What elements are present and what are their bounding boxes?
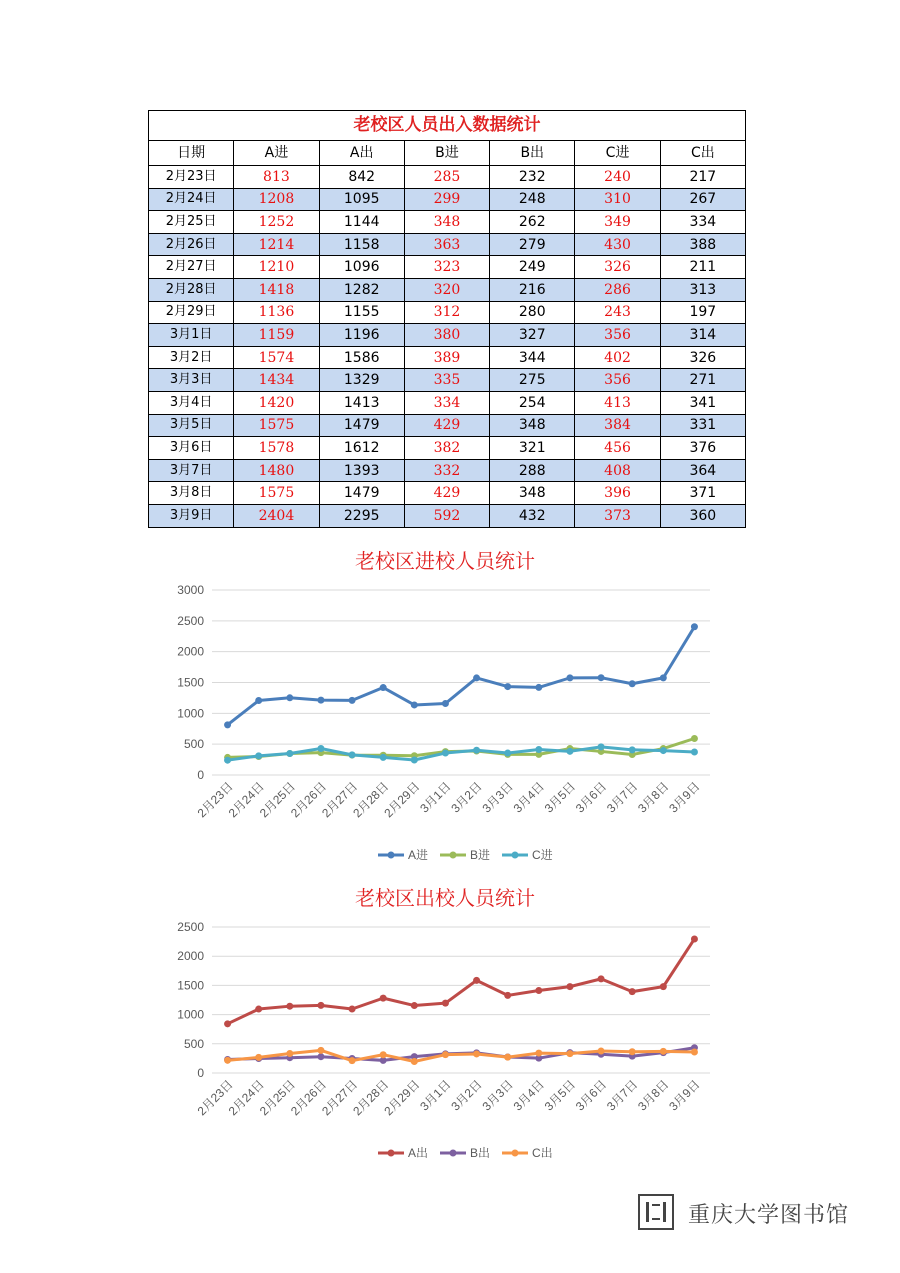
chart-out <box>160 915 730 1170</box>
column-header: A进 <box>234 141 319 166</box>
table-row <box>149 211 746 234</box>
legend-label: B出 <box>470 1146 491 1160</box>
value-cell: 364 <box>660 459 745 482</box>
data-point <box>660 983 667 990</box>
x-tick-label: 3月2日 <box>448 1077 485 1114</box>
data-point <box>224 1057 231 1064</box>
table-row <box>149 166 746 189</box>
y-tick-label: 1500 <box>177 978 204 993</box>
x-tick-label: 3月7日 <box>603 779 641 816</box>
value-cell: 313 <box>660 278 745 301</box>
value-cell: 279 <box>490 233 575 256</box>
value-cell: 216 <box>490 278 575 301</box>
value-cell: 254 <box>490 391 575 414</box>
table-row <box>149 346 746 369</box>
data-point <box>317 1002 324 1009</box>
value-cell: 344 <box>490 346 575 369</box>
data-point <box>317 1047 324 1054</box>
value-cell: 1329 <box>319 369 404 392</box>
y-tick-label: 2000 <box>177 644 204 659</box>
y-tick-label: 0 <box>197 1066 204 1080</box>
value-cell: 402 <box>575 346 660 369</box>
value-cell: 356 <box>575 324 660 347</box>
data-point <box>473 747 480 754</box>
table-row <box>149 278 746 301</box>
legend-marker <box>512 1150 519 1157</box>
value-cell: 299 <box>404 188 489 211</box>
y-tick-label: 500 <box>183 1036 204 1051</box>
value-cell: 430 <box>575 233 660 256</box>
x-tick-label: 3月3日 <box>479 779 516 816</box>
value-cell: 249 <box>490 256 575 279</box>
value-cell: 1252 <box>234 211 319 234</box>
table-header-row <box>149 141 746 166</box>
value-cell: 380 <box>404 324 489 347</box>
value-cell: 1214 <box>234 233 319 256</box>
value-cell: 1136 <box>234 301 319 324</box>
date-cell: 3月2日 <box>149 346 234 369</box>
data-point <box>535 684 542 691</box>
data-point <box>691 1048 698 1055</box>
logo-text: 重庆大学图书馆 <box>688 1203 850 1228</box>
y-tick-label: 500 <box>183 737 204 752</box>
data-point <box>566 748 573 755</box>
y-tick-label: 1000 <box>177 706 204 721</box>
value-cell: 813 <box>234 166 319 189</box>
data-point <box>411 757 418 764</box>
value-cell: 1282 <box>319 278 404 301</box>
data-point <box>629 746 636 753</box>
table-row <box>149 482 746 505</box>
x-tick-label: 2月23日 <box>194 779 236 821</box>
value-cell: 1196 <box>319 324 404 347</box>
table-row <box>149 414 746 437</box>
value-cell: 371 <box>660 482 745 505</box>
data-point <box>286 694 293 701</box>
value-cell: 1480 <box>234 459 319 482</box>
data-point <box>629 988 636 995</box>
date-cell: 2月27日 <box>149 256 234 279</box>
y-tick-label: 1500 <box>177 675 204 690</box>
date-cell: 2月29日 <box>149 301 234 324</box>
value-cell: 267 <box>660 188 745 211</box>
column-header: C进 <box>575 141 660 166</box>
x-tick-label: 2月29日 <box>381 1077 423 1119</box>
data-point <box>691 735 698 742</box>
value-cell: 285 <box>404 166 489 189</box>
chart-title-in: 老校区进校人员统计 <box>355 549 535 573</box>
value-cell: 1420 <box>234 391 319 414</box>
value-cell: 2295 <box>319 504 404 527</box>
data-point <box>349 751 356 758</box>
value-cell: 217 <box>660 166 745 189</box>
value-cell: 280 <box>490 301 575 324</box>
x-tick-label: 3月5日 <box>541 1077 579 1114</box>
value-cell: 349 <box>575 211 660 234</box>
value-cell: 197 <box>660 301 745 324</box>
data-point <box>224 1020 231 1027</box>
column-header: A出 <box>319 141 404 166</box>
value-cell: 334 <box>660 211 745 234</box>
x-tick-label: 3月6日 <box>572 1077 610 1114</box>
chart-in <box>160 578 730 868</box>
value-cell: 842 <box>319 166 404 189</box>
data-point <box>349 1005 356 1012</box>
value-cell: 286 <box>575 278 660 301</box>
data-point <box>598 1048 605 1055</box>
x-tick-label: 3月9日 <box>666 779 703 816</box>
x-tick-label: 3月3日 <box>479 1077 516 1114</box>
x-tick-label: 3月1日 <box>417 779 454 816</box>
x-tick-label: 3月9日 <box>666 1077 703 1114</box>
x-tick-label: 2月27日 <box>319 1077 361 1119</box>
data-point <box>380 754 387 761</box>
value-cell: 335 <box>404 369 489 392</box>
data-point <box>660 674 667 681</box>
value-cell: 413 <box>575 391 660 414</box>
value-cell: 320 <box>404 278 489 301</box>
value-cell: 348 <box>404 211 489 234</box>
value-cell: 288 <box>490 459 575 482</box>
data-point <box>317 697 324 704</box>
value-cell: 1612 <box>319 437 404 460</box>
date-cell: 3月5日 <box>149 414 234 437</box>
value-cell: 373 <box>575 504 660 527</box>
x-tick-label: 2月29日 <box>381 779 423 821</box>
value-cell: 240 <box>575 166 660 189</box>
legend-marker <box>388 1150 395 1157</box>
data-point <box>442 1000 449 1007</box>
table-row <box>149 256 746 279</box>
value-cell: 456 <box>575 437 660 460</box>
value-cell: 384 <box>575 414 660 437</box>
data-point <box>691 935 698 942</box>
data-point <box>566 674 573 681</box>
value-cell: 1418 <box>234 278 319 301</box>
data-point <box>473 977 480 984</box>
data-point <box>380 995 387 1002</box>
value-cell: 248 <box>490 188 575 211</box>
data-point <box>691 748 698 755</box>
value-cell: 232 <box>490 166 575 189</box>
date-cell: 3月3日 <box>149 369 234 392</box>
data-point <box>566 983 573 990</box>
data-point <box>598 975 605 982</box>
data-table <box>148 110 746 528</box>
value-cell: 332 <box>404 459 489 482</box>
value-cell: 326 <box>660 346 745 369</box>
value-cell: 348 <box>490 482 575 505</box>
date-cell: 3月6日 <box>149 437 234 460</box>
y-tick-label: 0 <box>197 768 204 782</box>
legend-marker <box>388 852 395 859</box>
x-tick-label: 2月27日 <box>319 779 361 821</box>
data-point <box>224 757 231 764</box>
value-cell: 326 <box>575 256 660 279</box>
data-point <box>504 992 511 999</box>
table-title: 老校区人员出入数据统计 <box>148 110 746 140</box>
chart-title-out: 老校区出校人员统计 <box>355 886 535 910</box>
data-point <box>629 680 636 687</box>
value-cell: 348 <box>490 414 575 437</box>
value-cell: 408 <box>575 459 660 482</box>
value-cell: 363 <box>404 233 489 256</box>
data-point <box>598 674 605 681</box>
date-cell: 2月23日 <box>149 166 234 189</box>
table-row <box>149 233 746 256</box>
value-cell: 327 <box>490 324 575 347</box>
date-cell: 3月8日 <box>149 482 234 505</box>
x-tick-label: 3月2日 <box>448 779 485 816</box>
series-line-A进 <box>228 627 695 725</box>
legend-marker <box>512 852 519 859</box>
series-line-A出 <box>228 939 695 1024</box>
table-row <box>149 369 746 392</box>
value-cell: 432 <box>490 504 575 527</box>
value-cell: 341 <box>660 391 745 414</box>
value-cell: 312 <box>404 301 489 324</box>
value-cell: 321 <box>490 437 575 460</box>
data-point <box>255 1054 262 1061</box>
data-point <box>535 987 542 994</box>
x-tick-label: 3月8日 <box>635 779 672 816</box>
data-point <box>473 1050 480 1057</box>
value-cell: 1413 <box>319 391 404 414</box>
value-cell: 1578 <box>234 437 319 460</box>
data-point <box>598 743 605 750</box>
value-cell: 360 <box>660 504 745 527</box>
data-point <box>317 1053 324 1060</box>
x-tick-label: 2月24日 <box>225 1077 267 1119</box>
table-row <box>149 391 746 414</box>
x-tick-label: 2月28日 <box>350 779 392 821</box>
data-point <box>255 1006 262 1013</box>
value-cell: 1586 <box>319 346 404 369</box>
data-point <box>224 721 231 728</box>
value-cell: 429 <box>404 482 489 505</box>
x-tick-label: 2月24日 <box>225 779 267 821</box>
value-cell: 1479 <box>319 482 404 505</box>
y-tick-label: 2500 <box>177 920 204 934</box>
value-cell: 331 <box>660 414 745 437</box>
date-cell: 3月4日 <box>149 391 234 414</box>
data-point <box>349 1057 356 1064</box>
value-cell: 1393 <box>319 459 404 482</box>
value-cell: 1095 <box>319 188 404 211</box>
value-cell: 1574 <box>234 346 319 369</box>
x-tick-label: 3月4日 <box>510 779 547 816</box>
x-tick-label: 3月6日 <box>572 779 610 816</box>
table-row <box>149 301 746 324</box>
value-cell: 211 <box>660 256 745 279</box>
table-row <box>149 504 746 527</box>
value-cell: 1479 <box>319 414 404 437</box>
value-cell: 243 <box>575 301 660 324</box>
data-point <box>286 1003 293 1010</box>
legend-label: C出 <box>532 1146 553 1160</box>
data-point <box>660 747 667 754</box>
data-point <box>473 674 480 681</box>
x-tick-label: 3月4日 <box>510 1077 547 1114</box>
value-cell: 388 <box>660 233 745 256</box>
data-point <box>535 746 542 753</box>
value-cell: 262 <box>490 211 575 234</box>
value-cell: 376 <box>660 437 745 460</box>
value-cell: 1575 <box>234 414 319 437</box>
data-point <box>317 745 324 752</box>
data-point <box>255 697 262 704</box>
table-row <box>149 324 746 347</box>
legend-marker <box>450 852 457 859</box>
date-cell: 3月1日 <box>149 324 234 347</box>
data-point <box>286 750 293 757</box>
data-point <box>535 1050 542 1057</box>
x-tick-label: 2月26日 <box>288 779 330 821</box>
value-cell: 310 <box>575 188 660 211</box>
data-point <box>504 683 511 690</box>
value-cell: 396 <box>575 482 660 505</box>
legend-label: C进 <box>532 848 553 862</box>
value-cell: 323 <box>404 256 489 279</box>
data-point <box>504 1054 511 1061</box>
data-table-container <box>148 110 746 528</box>
data-point <box>442 750 449 757</box>
y-tick-label: 3000 <box>177 583 204 597</box>
x-tick-label: 2月28日 <box>350 1077 392 1119</box>
table-row <box>149 459 746 482</box>
x-tick-label: 2月23日 <box>194 1077 236 1119</box>
value-cell: 271 <box>660 369 745 392</box>
column-header: B出 <box>490 141 575 166</box>
data-point <box>504 750 511 757</box>
table-body <box>149 166 746 528</box>
date-cell: 2月28日 <box>149 278 234 301</box>
column-header: C出 <box>660 141 745 166</box>
y-tick-label: 2500 <box>177 613 204 628</box>
legend-label: A进 <box>408 848 429 862</box>
value-cell: 1096 <box>319 256 404 279</box>
library-seal-icon <box>638 1194 674 1230</box>
column-header: 日期 <box>149 141 234 166</box>
value-cell: 1434 <box>234 369 319 392</box>
table-row <box>149 437 746 460</box>
data-point <box>660 1048 667 1055</box>
value-cell: 334 <box>404 391 489 414</box>
value-cell: 356 <box>575 369 660 392</box>
data-point <box>442 1051 449 1058</box>
value-cell: 1575 <box>234 482 319 505</box>
legend-marker <box>450 1150 457 1157</box>
data-point <box>380 684 387 691</box>
value-cell: 1210 <box>234 256 319 279</box>
date-cell: 2月24日 <box>149 188 234 211</box>
value-cell: 382 <box>404 437 489 460</box>
x-tick-label: 3月8日 <box>635 1077 672 1114</box>
x-tick-label: 2月25日 <box>256 1077 298 1119</box>
y-tick-label: 1000 <box>177 1007 204 1022</box>
x-tick-label: 2月25日 <box>256 779 298 821</box>
data-point <box>629 1048 636 1055</box>
value-cell: 2404 <box>234 504 319 527</box>
data-point <box>380 1051 387 1058</box>
data-point <box>442 700 449 707</box>
legend-label: B进 <box>470 848 491 862</box>
date-cell: 3月7日 <box>149 459 234 482</box>
y-tick-label: 2000 <box>177 949 204 964</box>
data-point <box>411 1002 418 1009</box>
value-cell: 429 <box>404 414 489 437</box>
data-point <box>566 1050 573 1057</box>
value-cell: 1158 <box>319 233 404 256</box>
value-cell: 1155 <box>319 301 404 324</box>
date-cell: 3月9日 <box>149 504 234 527</box>
x-tick-label: 2月26日 <box>288 1077 330 1119</box>
data-point <box>411 1058 418 1065</box>
value-cell: 592 <box>404 504 489 527</box>
legend-label: A出 <box>408 1146 429 1160</box>
value-cell: 389 <box>404 346 489 369</box>
table-row <box>149 188 746 211</box>
column-header: B进 <box>404 141 489 166</box>
value-cell: 1159 <box>234 324 319 347</box>
data-point <box>255 752 262 759</box>
value-cell: 1144 <box>319 211 404 234</box>
x-tick-label: 3月5日 <box>541 779 579 816</box>
data-point <box>286 1050 293 1057</box>
data-point <box>691 623 698 630</box>
date-cell: 2月26日 <box>149 233 234 256</box>
x-tick-label: 3月1日 <box>417 1077 454 1114</box>
value-cell: 1208 <box>234 188 319 211</box>
x-tick-label: 3月7日 <box>603 1077 641 1114</box>
value-cell: 314 <box>660 324 745 347</box>
data-point <box>411 701 418 708</box>
data-point <box>349 697 356 704</box>
library-logo <box>638 1192 868 1236</box>
value-cell: 275 <box>490 369 575 392</box>
date-cell: 2月25日 <box>149 211 234 234</box>
